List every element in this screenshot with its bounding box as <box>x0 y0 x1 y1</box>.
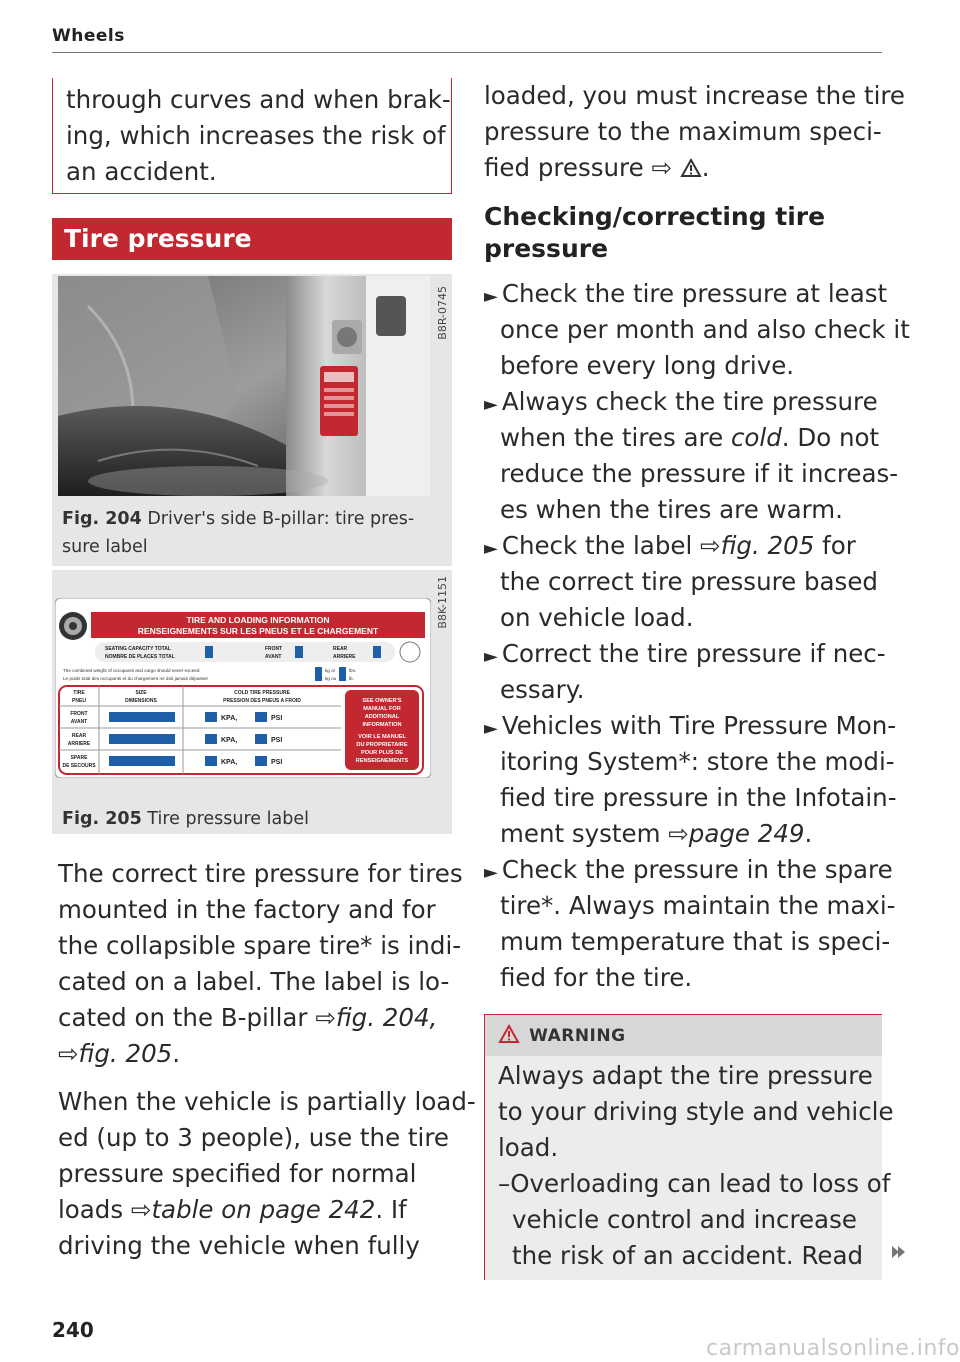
continue-arrow-icon <box>890 1244 906 1264</box>
warning-continued-line: an accident. <box>66 157 217 186</box>
bullet-text: essary. <box>500 675 585 704</box>
bullet-text: Check the label <box>501 531 701 560</box>
bullet-text: on vehicle load. <box>500 603 694 632</box>
bullet-text: ment system <box>500 819 669 848</box>
paragraph-line <box>58 1192 407 1228</box>
sticker-text: lbs. <box>349 668 357 673</box>
bullet-text: mum temperature that is speci- <box>500 927 891 956</box>
fig-204-caption <box>62 505 414 533</box>
sticker-row-label: AVANT <box>70 719 88 725</box>
bullet-item <box>484 276 887 315</box>
watermark: carmanualsonline.info <box>706 1336 960 1361</box>
sticker-text: Le poids total des occupants et du chargement ne doit jamais dépasser <box>63 676 209 681</box>
paragraph-line: When the vehicle is partially load- <box>58 1087 476 1116</box>
figure-label: Fig. 205 <box>62 809 142 829</box>
sticker-row-label: ARRIERE <box>67 741 91 747</box>
sticker-text: KPA, <box>221 715 238 722</box>
bullet-item <box>484 384 878 423</box>
bullet-text: for <box>814 531 856 560</box>
bullet-text: fied for the tire. <box>500 963 693 992</box>
tire-pressure-sticker <box>55 598 431 778</box>
fig-205-caption <box>62 805 309 833</box>
paragraph-text: . If <box>375 1195 407 1224</box>
emphasis-text: cold <box>730 423 782 452</box>
bullet-text: Check the pressure in the spare <box>501 855 893 884</box>
bullet-text-line <box>500 816 812 852</box>
figure-label: Fig. 204 <box>62 509 142 529</box>
bullet-text: itoring System*: store the modi- <box>500 747 895 776</box>
sticker-title: RENSEIGNEMENTS SUR LES PNEUS ET LE CHARGEMENT <box>137 626 379 636</box>
subsection-heading: Checking/correcting tire <box>484 202 826 231</box>
warning-triangle-icon <box>498 1024 520 1044</box>
page-249-link[interactable]: ⇨page 249 <box>668 819 805 848</box>
paragraph-text: . <box>172 1039 181 1068</box>
caption-text: sure label <box>62 537 148 557</box>
figure-code: B8K-1151 <box>436 576 449 629</box>
sticker-text: INFORMATION <box>362 722 402 728</box>
bullet-text: Vehicles with Tire Pressure Mon- <box>501 711 897 740</box>
bullet-arrow-icon: ► <box>484 862 498 883</box>
paragraph-text: fied pressure ⇨ <box>484 153 672 182</box>
bullet-arrow-icon: ► <box>484 718 498 739</box>
warning-line: vehicle control and increase <box>512 1205 857 1234</box>
bullet-text: when the tires are <box>500 423 731 452</box>
warning-title-row <box>498 1024 626 1046</box>
bullet-text: tire*. Always maintain the maxi- <box>500 891 896 920</box>
warning-line: –Overloading can lead to loss of <box>498 1169 891 1198</box>
bullet-text: Always check the tire pressure <box>501 387 878 416</box>
sticker-text: FRONT <box>265 646 283 652</box>
sticker-text: COLD TIRE PRESSURE <box>234 690 290 696</box>
sticker-text: REAR <box>333 646 348 652</box>
paragraph-line: cated on a label. The label is lo- <box>58 967 450 996</box>
warning-line: load. <box>498 1133 559 1162</box>
sticker-text: PNEU <box>72 698 86 704</box>
warning-line: the risk of an accident. Read <box>512 1241 864 1270</box>
sticker-text: PRESSION DES PNEUS A FROID <box>223 698 301 704</box>
caption-text: Tire pressure label <box>147 809 309 829</box>
paragraph-line <box>58 1036 180 1072</box>
paragraph-line <box>58 1000 437 1036</box>
bullet-text: once per month and also check it <box>500 315 910 344</box>
sticker-text: AVANT <box>265 654 282 660</box>
sticker-text: TIRE <box>73 690 85 696</box>
sticker-text: NOMBRE DE PLACES TOTAL <box>105 654 175 660</box>
bullet-text: the correct tire pressure based <box>500 567 878 596</box>
bullet-arrow-icon: ► <box>484 286 498 307</box>
bullet-item <box>484 708 896 747</box>
sticker-text: ADDITIONAL <box>364 714 400 720</box>
section-heading: Tire pressure <box>52 218 452 260</box>
sticker-row-label: REAR <box>71 733 87 739</box>
sticker-text: KPA, <box>221 737 238 744</box>
fig-204-link[interactable]: ⇨fig. 204, <box>315 1003 438 1032</box>
fig-205-link[interactable]: ⇨fig. 205 <box>58 1039 173 1068</box>
bullet-text: fied tire pressure in the Infotain- <box>500 783 897 812</box>
fig-205-link[interactable]: ⇨fig. 205 <box>700 531 815 560</box>
sticker-text: PSI <box>271 759 283 766</box>
sticker-text: MANUAL FOR <box>363 706 401 712</box>
bullet-text: Correct the tire pressure if nec- <box>501 639 886 668</box>
sticker-text: POUR PLUS DE <box>361 750 403 756</box>
warning-line: to your driving style and vehicle <box>498 1097 894 1126</box>
paragraph-line: driving the vehicle when fully <box>58 1231 420 1260</box>
sticker-text: DU PROPRIETAIRE <box>356 742 408 748</box>
paragraph-line: pressure specified for normal <box>58 1159 417 1188</box>
sticker-row-label: DE SECOURS <box>62 763 96 769</box>
table-page-link[interactable]: ⇨table on page 242 <box>130 1195 376 1224</box>
bullet-arrow-icon: ► <box>484 538 498 559</box>
bullet-item <box>484 852 893 891</box>
sticker-text: SIZE <box>135 690 147 696</box>
page-number: 240 <box>52 1318 94 1342</box>
sticker-row-label: SPARE <box>70 755 88 761</box>
paragraph-line: pressure to the maximum speci- <box>484 117 882 146</box>
bullet-text: . Do not <box>781 423 880 452</box>
bullet-text: Check the tire pressure at least <box>501 279 888 308</box>
warning-title: WARNING <box>529 1026 626 1046</box>
sticker-text: ARRIERE <box>333 654 356 660</box>
bullet-arrow-icon: ► <box>484 394 498 415</box>
sticker-text: The combined weight of occupants and cargo should never exceed <box>63 668 200 673</box>
bullet-text: . <box>804 819 813 848</box>
sticker-text: SEATING CAPACITY TOTAL <box>105 646 171 652</box>
paragraph-text: cated on the B-pillar <box>58 1003 316 1032</box>
sticker-text: kg ou <box>325 676 337 681</box>
sticker-text: PSI <box>271 737 283 744</box>
paragraph-text: loads <box>58 1195 131 1224</box>
caption-text: Driver's side B-pillar: tire pres- <box>147 509 415 529</box>
bullet-text: es when the tires are warm. <box>500 495 843 524</box>
bullet-item <box>484 528 856 567</box>
paragraph-line <box>484 150 710 186</box>
b-pillar-photo <box>58 276 430 496</box>
sticker-text: lb. <box>349 676 354 681</box>
sticker-text: SEE OWNER'S <box>362 698 402 704</box>
figure-separator <box>52 566 452 570</box>
bullet-text: reduce the pressure if it increas- <box>500 459 899 488</box>
sticker-text: KPA, <box>221 759 238 766</box>
paragraph-line: loaded, you must increase the tire <box>484 81 905 110</box>
paragraph-line: mounted in the factory and for <box>58 895 436 924</box>
sticker-text: RENSEIGNEMENTS <box>355 758 409 764</box>
paragraph-text: . <box>701 153 710 182</box>
bullet-text: before every long drive. <box>500 351 795 380</box>
paragraph-line: The correct tire pressure for tires <box>58 859 463 888</box>
paragraph-line: ed (up to 3 people), use the tire <box>58 1123 449 1152</box>
figure-code: B8R-0745 <box>436 286 449 340</box>
sticker-text: kg or <box>325 668 336 673</box>
sticker-text: DIMENSIONS <box>125 698 157 704</box>
subsection-heading: pressure <box>484 234 609 263</box>
paragraph-line: the collapsible spare tire* is indi- <box>58 931 462 960</box>
header-divider <box>52 52 882 53</box>
running-header: Wheels <box>52 26 125 46</box>
bullet-arrow-icon: ► <box>484 646 498 667</box>
bullet-item <box>484 636 886 675</box>
bullet-text-line <box>500 420 879 456</box>
sticker-row-label: FRONT <box>70 711 88 717</box>
warning-continued-line: through curves and when brak- <box>66 85 451 114</box>
warning-line: Always adapt the tire pressure <box>498 1061 873 1090</box>
warning-triangle-icon <box>680 158 702 178</box>
warning-continued-line: ing, which increases the risk of <box>66 121 446 150</box>
sticker-text: VOIR LE MANUEL <box>358 734 406 740</box>
sticker-text: PSI <box>271 715 283 722</box>
sticker-title: TIRE AND LOADING INFORMATION <box>186 615 330 625</box>
